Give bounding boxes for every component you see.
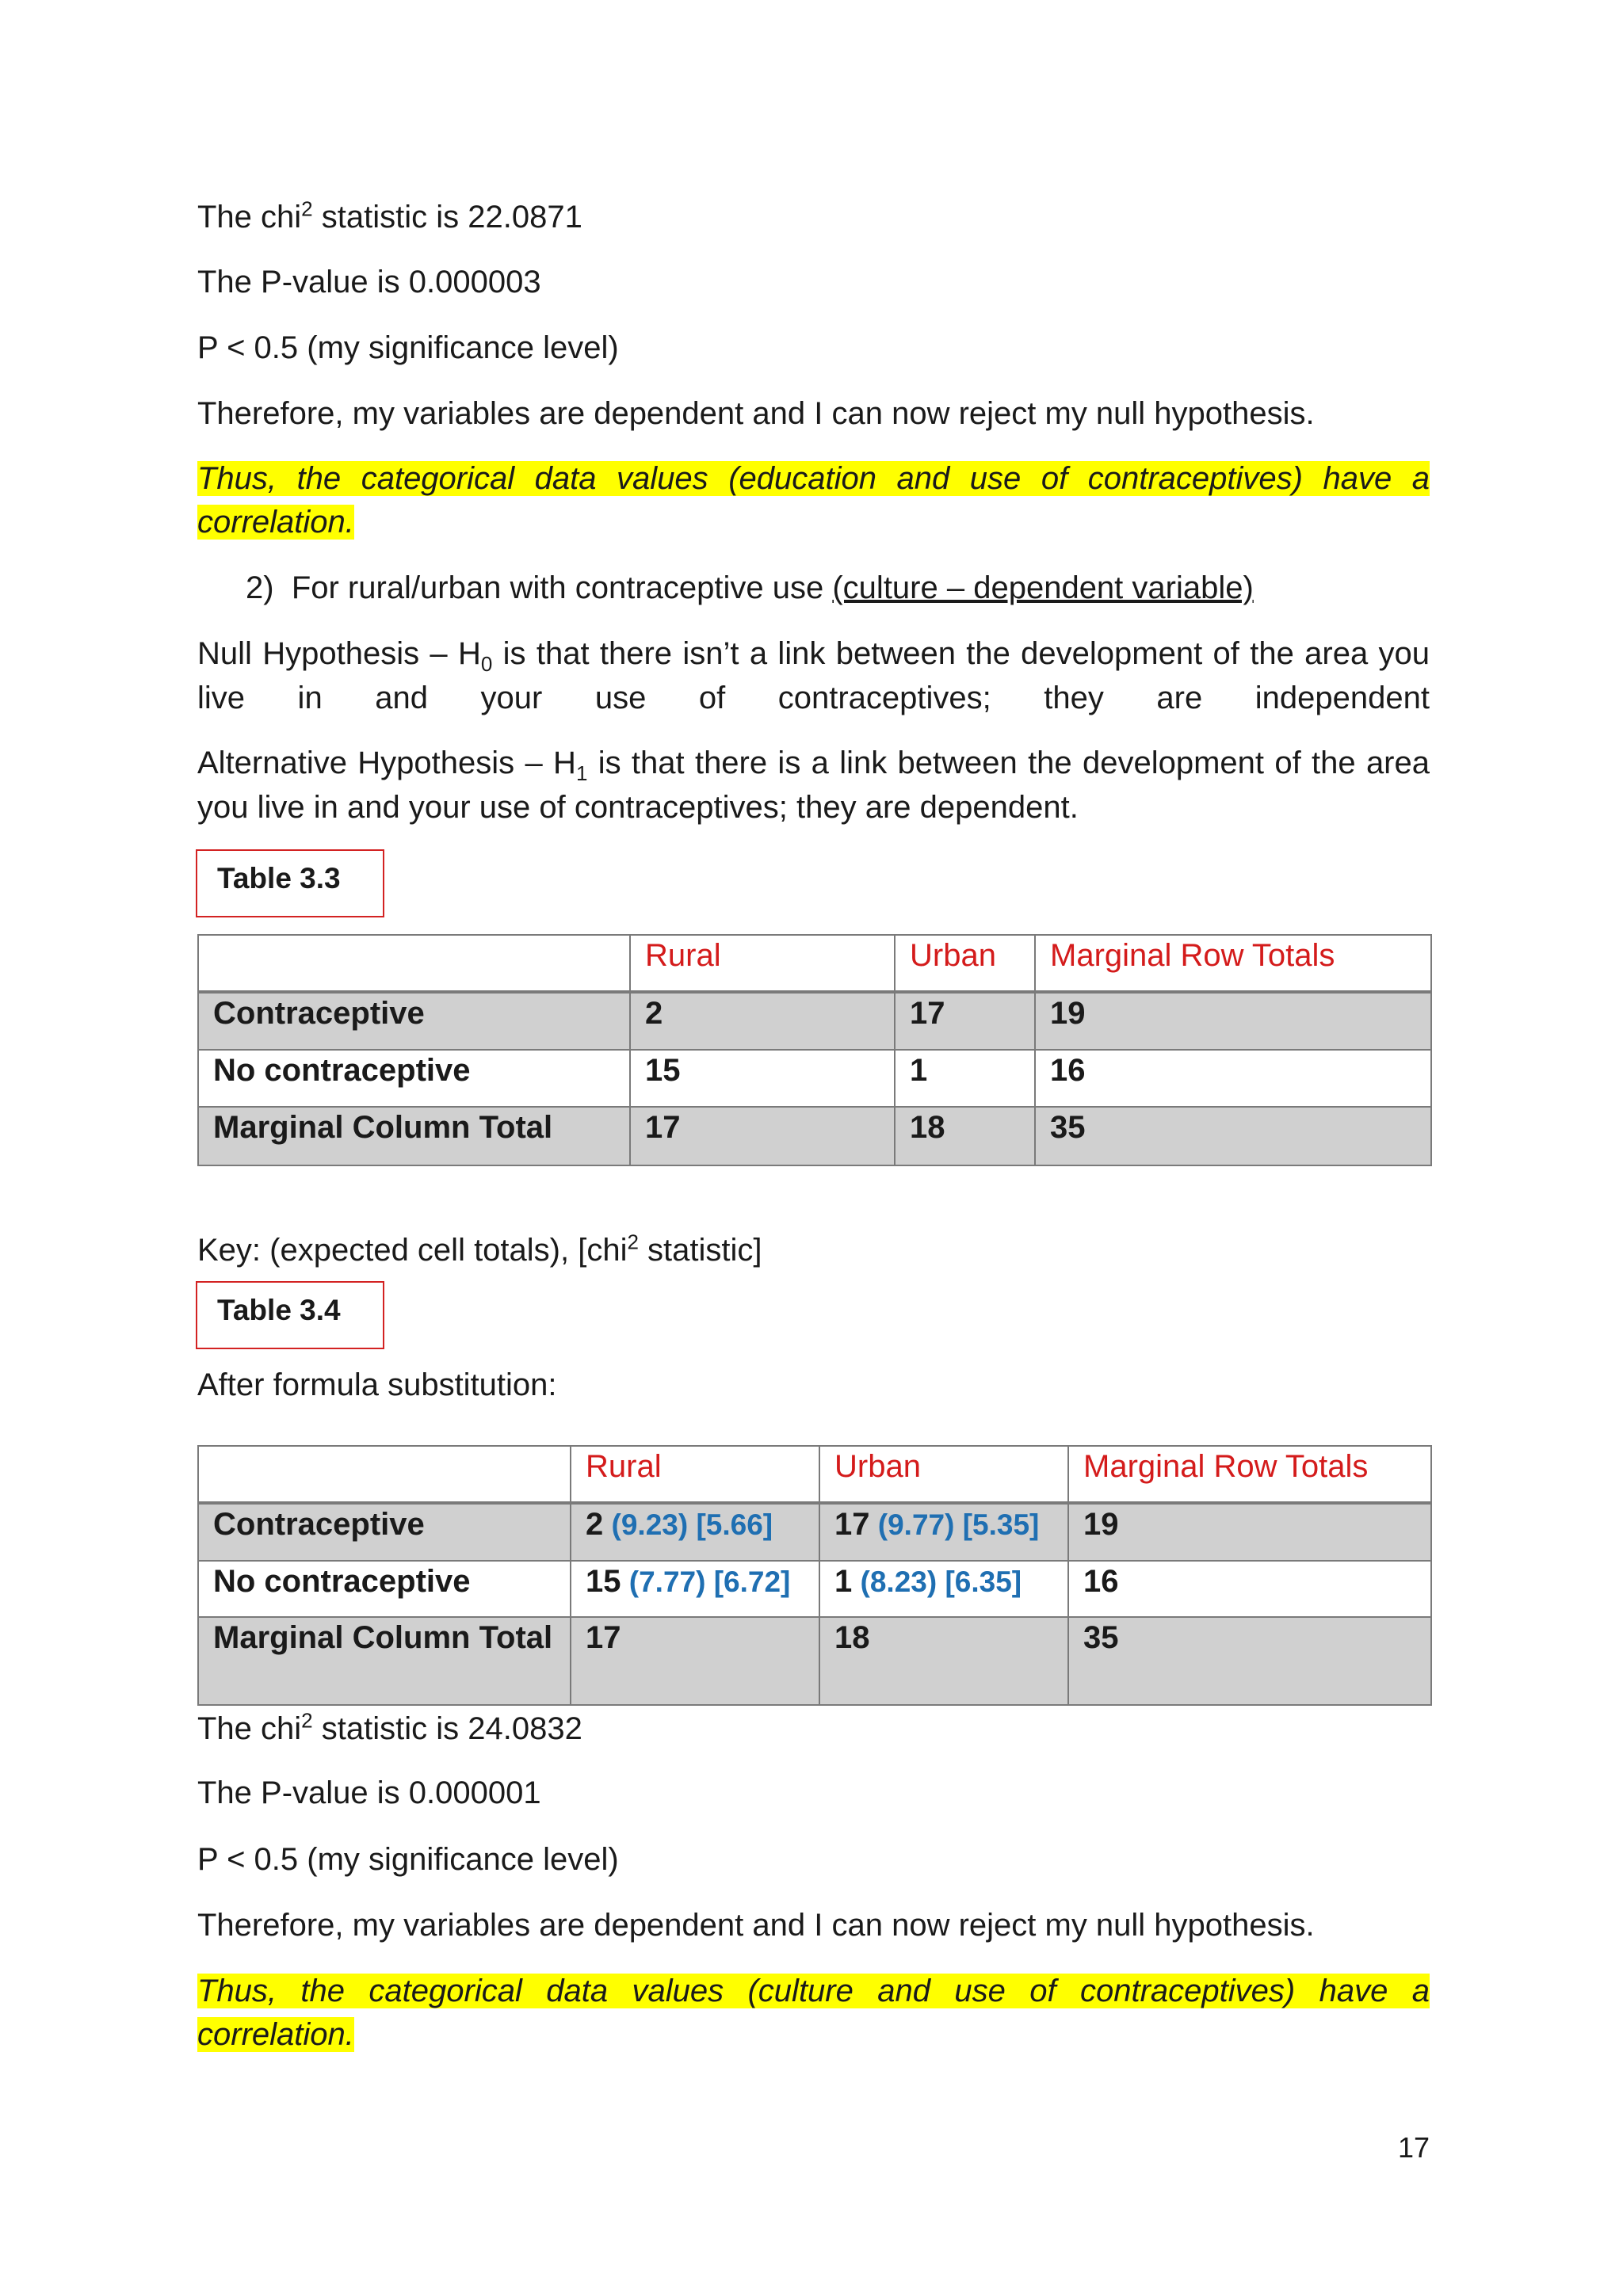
table-cell: 15	[630, 1050, 895, 1107]
therefore-line: Therefore, my variables are dependent and I can now reject my null hypothesis.	[197, 396, 1315, 431]
alt-hypothesis-text: is that there is a link between the development of the area you live in and your use of contraceptives; they are dependent.	[197, 746, 1430, 825]
table-3-3-caption	[196, 849, 384, 917]
highlighted-conclusion: Thus, the categorical data values (education and use of contraceptives) have a	[197, 461, 1430, 496]
page-number: 17	[1398, 2131, 1430, 2164]
null-hypothesis	[197, 631, 1430, 720]
table-cell	[819, 1503, 1068, 1561]
row-label: No contraceptive	[198, 1561, 571, 1617]
row-label: No contraceptive	[198, 1050, 630, 1107]
header-cell: Rural	[571, 1446, 819, 1503]
table-cell: 17	[895, 992, 1035, 1050]
null-hypothesis-subscript: 0	[480, 652, 493, 676]
numbered-item-2	[246, 566, 1434, 610]
table-3-3	[197, 934, 1432, 1166]
highlighted-conclusion: correlation.	[197, 505, 354, 540]
table-cell: 35	[1035, 1107, 1431, 1165]
table-3-4-caption	[196, 1281, 384, 1349]
table-cell: 19	[1035, 992, 1431, 1050]
table-cell	[571, 1503, 819, 1561]
chi-suffix: statistic is 22.0871	[312, 200, 582, 235]
therefore-line: Therefore, my variables are dependent and I can now reject my null hypothesis.	[197, 1908, 1315, 1943]
row-label: Marginal Column Total	[198, 1617, 571, 1705]
item-text: For rural/urban with contraceptive use	[291, 570, 833, 605]
table-cell: 2	[630, 992, 895, 1050]
highlighted-conclusion: Thus, the categorical data values (culture and use of contraceptives) have a	[197, 1974, 1430, 2008]
table-row	[198, 1617, 1431, 1705]
chi-statistic-line	[197, 195, 1430, 239]
table-cell: 1	[895, 1050, 1035, 1107]
header-cell: Marginal Row Totals	[1035, 935, 1431, 992]
alt-hypothesis-prefix: Alternative Hypothesis – H	[197, 746, 576, 780]
table-cell	[1068, 1561, 1431, 1617]
highlighted-conclusion: correlation.	[197, 2017, 354, 2052]
header-cell	[198, 935, 630, 992]
observed-value: 35	[1083, 1620, 1119, 1655]
formula-intro: After formula substitution:	[197, 1367, 557, 1402]
alternative-hypothesis	[197, 741, 1430, 830]
table-cell	[1068, 1503, 1431, 1561]
table-cell	[819, 1561, 1068, 1617]
table-cell	[571, 1561, 819, 1617]
observed-value: 1	[834, 1564, 853, 1599]
p-value-line: The P-value is 0.000003	[197, 265, 541, 299]
conclusion-line-1	[197, 1969, 1430, 2013]
observed-value: 16	[1083, 1564, 1119, 1599]
row-label: Contraceptive	[198, 992, 630, 1050]
significance-line: P < 0.5 (my significance level)	[197, 330, 619, 365]
header-cell: Rural	[630, 935, 895, 992]
table-row	[198, 1561, 1431, 1617]
null-hypothesis-prefix: Null Hypothesis – H	[197, 636, 481, 671]
table-cell	[571, 1617, 819, 1705]
item-number: 2)	[246, 570, 274, 605]
key-line	[197, 1228, 1430, 1272]
table-row	[198, 1503, 1431, 1561]
header-cell: Urban	[819, 1446, 1068, 1503]
significance-line: P < 0.5 (my significance level)	[197, 1842, 619, 1877]
table-cell: 16	[1035, 1050, 1431, 1107]
chi-prefix: The chi	[197, 1711, 302, 1746]
header-cell	[198, 1446, 571, 1503]
expected-chi-values: (7.77) [6.72]	[621, 1566, 791, 1598]
chi-superscript: 2	[301, 196, 313, 221]
table-header-row	[198, 935, 1431, 992]
observed-value: 17	[834, 1507, 870, 1542]
observed-value: 18	[834, 1620, 870, 1655]
observed-value: 2	[586, 1507, 604, 1542]
chi-superscript: 2	[301, 1708, 313, 1733]
observed-value: 15	[586, 1564, 621, 1599]
key-suffix: statistic]	[638, 1233, 762, 1268]
conclusion-line-1	[197, 456, 1430, 501]
table-cell: 18	[895, 1107, 1035, 1165]
observed-value: 17	[586, 1620, 621, 1655]
row-label: Marginal Column Total	[198, 1107, 630, 1165]
table-3-4	[197, 1445, 1432, 1706]
item-underlined-text: (culture – dependent variable)	[832, 570, 1254, 605]
table-row	[198, 1050, 1431, 1107]
header-cell: Marginal Row Totals	[1068, 1446, 1431, 1503]
alt-hypothesis-subscript: 1	[575, 761, 588, 785]
key-superscript: 2	[627, 1230, 639, 1254]
null-hypothesis-text: is that there isn’t a link between the development of the area you live in and your use of contraceptives; they are independent	[197, 636, 1430, 715]
table-cell	[1068, 1617, 1431, 1705]
expected-chi-values: (9.23) [5.66]	[603, 1508, 773, 1541]
observed-value: 19	[1083, 1507, 1119, 1542]
conclusion-line-2	[197, 500, 1430, 544]
key-prefix: Key: (expected cell totals), [chi	[197, 1233, 628, 1268]
table-row	[198, 1107, 1431, 1165]
table-cell	[819, 1617, 1068, 1705]
header-cell: Urban	[895, 935, 1035, 992]
row-label: Contraceptive	[198, 1503, 571, 1561]
caption-text: Table 3.4	[217, 1294, 341, 1326]
table-cell: 17	[630, 1107, 895, 1165]
chi-statistic-line	[197, 1707, 1430, 1751]
caption-text: Table 3.3	[217, 862, 341, 894]
expected-chi-values: (8.23) [6.35]	[852, 1566, 1022, 1598]
expected-chi-values: (9.77) [5.35]	[869, 1508, 1040, 1541]
conclusion-line-2	[197, 2012, 1430, 2057]
p-value-line: The P-value is 0.000001	[197, 1775, 541, 1810]
chi-prefix: The chi	[197, 200, 302, 235]
chi-suffix: statistic is 24.0832	[312, 1711, 582, 1746]
table-header-row	[198, 1446, 1431, 1503]
table-row	[198, 992, 1431, 1050]
